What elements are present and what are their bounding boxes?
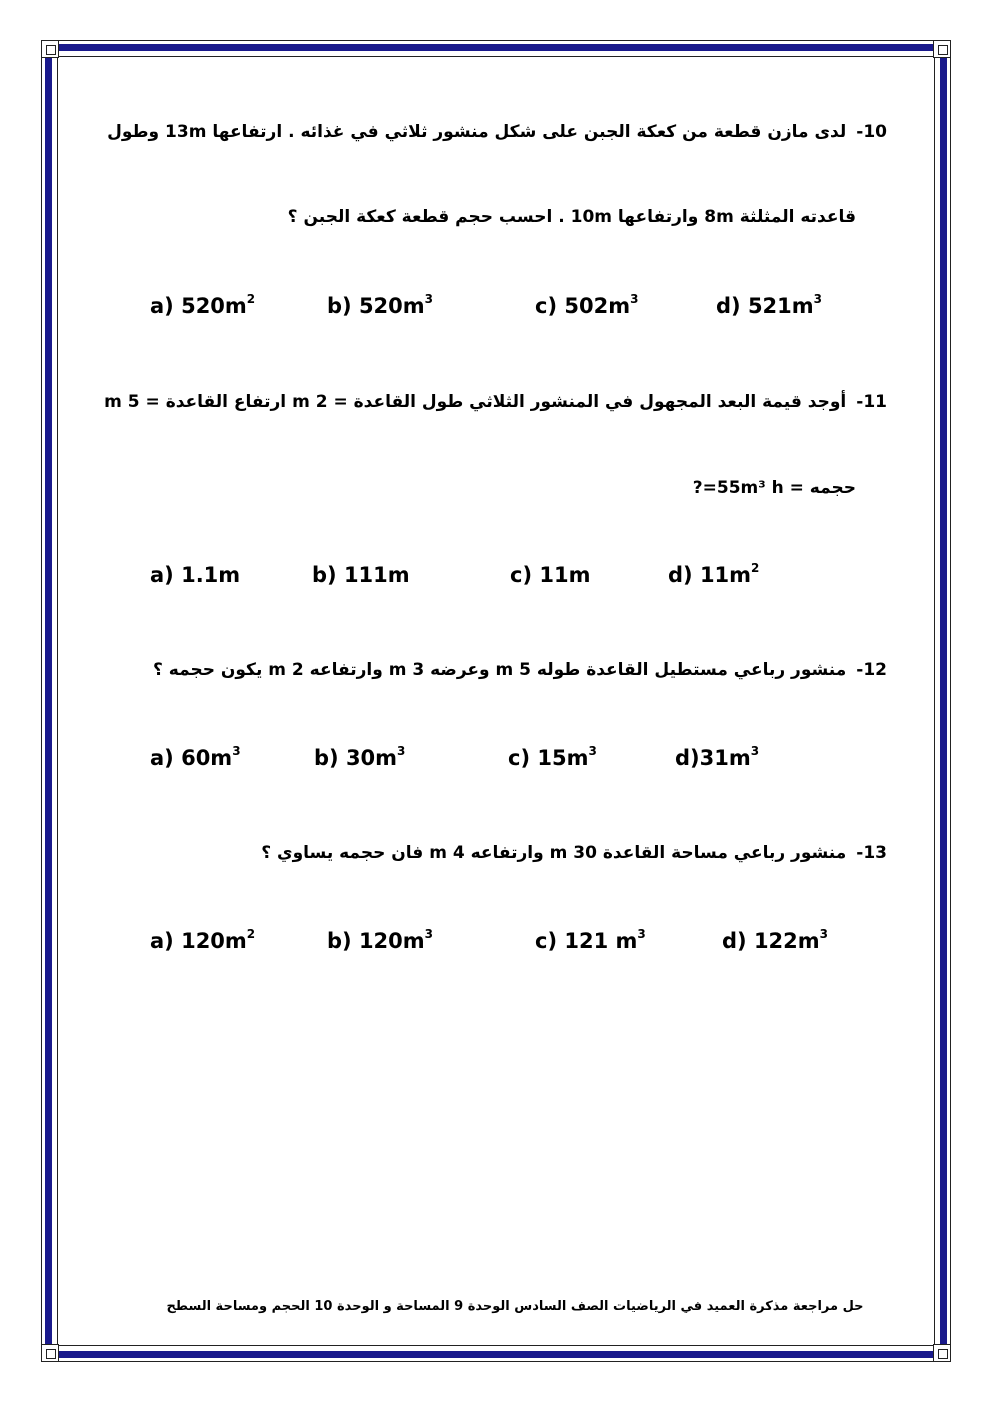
question-11-text [104, 392, 887, 412]
answer-option-c[interactable]: c) 121 $m^3$ [535, 927, 646, 953]
border-corner-ornament [933, 40, 951, 58]
question-10-text [107, 122, 887, 142]
answer-option-a[interactable]: a) $520m^2$ [150, 292, 256, 318]
answer-option-d[interactable]: d) $521m^3$ [716, 292, 823, 318]
border-corner-ornament [41, 1344, 59, 1362]
question-number: 10- [856, 122, 887, 142]
answer-option-d[interactable]: d) $11m^2$ [668, 561, 760, 587]
question-12-text [153, 660, 887, 680]
answer-option-a[interactable]: a) $120m^2$ [150, 927, 256, 953]
answer-option-b[interactable]: b) 111m [312, 563, 410, 587]
border-corner-ornament [933, 1344, 951, 1362]
question-line: لدى مازن قطعة من كعكة الجبن على شكل منشور ثلاثي في غذائه . ارتفاعها 13m وطول [107, 122, 847, 142]
question-13-text [261, 843, 887, 863]
answer-option-a[interactable]: a) 1.1m [150, 563, 241, 587]
answer-option-d[interactable]: d) $122m^3$ [722, 927, 829, 953]
question-line: منشور رباعي مساحة القاعدة 30 m وارتفاعه 4 m فان حجمه يساوي ؟ [261, 843, 847, 863]
question-line: منشور رباعي مستطيل القاعدة طوله 5 m وعرضه 3 m وارتفاعه 2 m يكون حجمه ؟ [152, 660, 847, 680]
question-number: 13- [856, 843, 887, 863]
question-number: 11- [856, 392, 887, 412]
answer-option-d[interactable]: $d)31m^3$ [675, 744, 760, 770]
answer-option-b[interactable]: b) $120m^3$ [327, 927, 434, 953]
answer-option-b[interactable]: b) $520m^3$ [327, 292, 434, 318]
question-number: 12- [856, 660, 887, 680]
page-footer: حل مراجعة مذكرة العميد في الرياضيات الصف السادس الوحدة 9 المساحة و الوحدة 10 الحجم ومساحة السطح [166, 1299, 864, 1314]
question-10-continuation: قاعدته المثلثة 8m وارتفاعها 10m . احسب حجم قطعة كعكة الجبن ؟ [287, 207, 856, 227]
answer-option-b[interactable]: b) $30m^3$ [314, 744, 406, 770]
border-corner-ornament [41, 40, 59, 58]
answer-option-c[interactable]: c) $15m^3$ [508, 744, 597, 770]
answer-option-a[interactable]: a) $60m^3$ [150, 744, 241, 770]
answer-option-c[interactable]: c) $502m^3$ [535, 292, 639, 318]
question-line: أوجد قيمة البعد المجهول في المنشور الثلاثي طول القاعدة = 2 m ارتفاع القاعدة = 5 m [104, 392, 847, 412]
question-11-continuation: حجمه = 55m³ h=? [692, 478, 856, 498]
page-border-inner [57, 56, 935, 1346]
answer-option-c[interactable]: c) 11m [510, 563, 591, 587]
